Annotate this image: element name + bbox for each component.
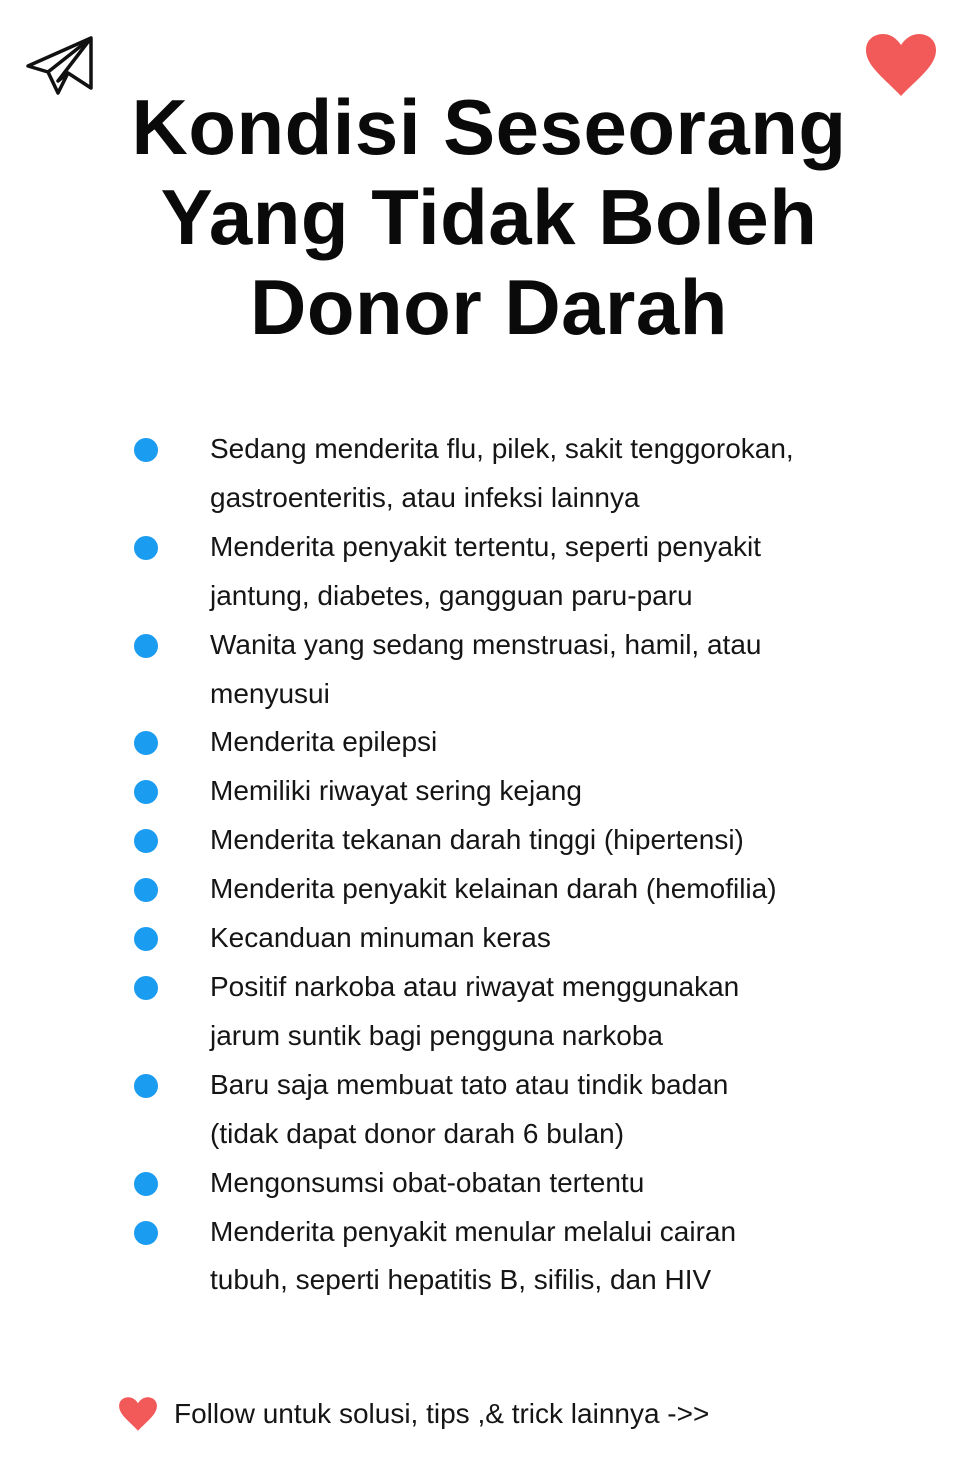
list-item-text: Menderita epilepsi (210, 726, 438, 758)
page-title (0, 82, 978, 352)
list-item (0, 523, 978, 621)
list-item (0, 425, 978, 523)
list-item (0, 1208, 978, 1306)
list-item-text: (tidak dapat donor darah 6 bulan) (210, 1117, 625, 1149)
bullet-icon (134, 438, 158, 462)
list-item (0, 963, 978, 1061)
list-item (0, 865, 978, 914)
bullet-icon (134, 1221, 158, 1245)
list-item-text: Baru saja membuat tato atau tindik badan (210, 1068, 729, 1100)
list-item-text: Mengonsumsi obat-obatan tertentu (210, 1166, 645, 1198)
heart-icon (118, 1395, 158, 1433)
condition-list (0, 425, 978, 1305)
list-item-text: Positif narkoba atau riwayat menggunakan (210, 970, 740, 1002)
bullet-icon (134, 634, 158, 658)
list-item (0, 816, 978, 865)
list-item-text: menyusui (210, 677, 330, 709)
list-item-text: Menderita penyakit menular melalui cairan (210, 1215, 737, 1247)
list-item (0, 718, 978, 767)
list-item-text: Kecanduan minuman keras (210, 922, 551, 954)
list-item-text: gastroenteritis, atau infeksi lainnya (210, 481, 640, 513)
bullet-icon (134, 927, 158, 951)
list-item-text: Menderita penyakit kelainan darah (hemofilia) (210, 873, 777, 905)
list-item-text: jarum suntik bagi pengguna narkoba (210, 1019, 663, 1051)
bullet-icon (134, 976, 158, 1000)
bullet-icon (134, 878, 158, 902)
footer-text: Follow untuk solusi, tips ,& trick lainnya ->> (174, 1398, 710, 1429)
list-item-text: Menderita tekanan darah tinggi (hipertensi) (210, 824, 744, 856)
list-item-text: Sedang menderita flu, pilek, sakit tenggorokan, (210, 433, 794, 464)
title-line: Yang Tidak Boleh (160, 173, 818, 261)
list-item (0, 914, 978, 963)
list-item (0, 1159, 978, 1208)
list-item (0, 621, 978, 719)
list-item-text: Menderita penyakit tertentu, seperti penyakit (210, 530, 761, 562)
list-item-text: tubuh, seperti hepatitis B, sifilis, dan HIV (210, 1264, 712, 1296)
list-item-text: Wanita yang sedang menstruasi, hamil, atau (210, 628, 762, 660)
list-item (0, 1061, 978, 1159)
title-line: Donor Darah (250, 263, 728, 351)
list-item-text: Memiliki riwayat sering kejang (210, 775, 582, 807)
bullet-icon (134, 536, 158, 560)
title-line: Kondisi Seseorang (131, 83, 847, 171)
footer-cta (118, 1395, 709, 1433)
list-item-text: jantung, diabetes, gangguan paru-paru (210, 579, 693, 611)
bullet-icon (134, 780, 158, 804)
bullet-icon (134, 829, 158, 853)
bullet-icon (134, 1074, 158, 1098)
bullet-icon (134, 731, 158, 755)
list-item (0, 767, 978, 816)
bullet-icon (134, 1172, 158, 1196)
